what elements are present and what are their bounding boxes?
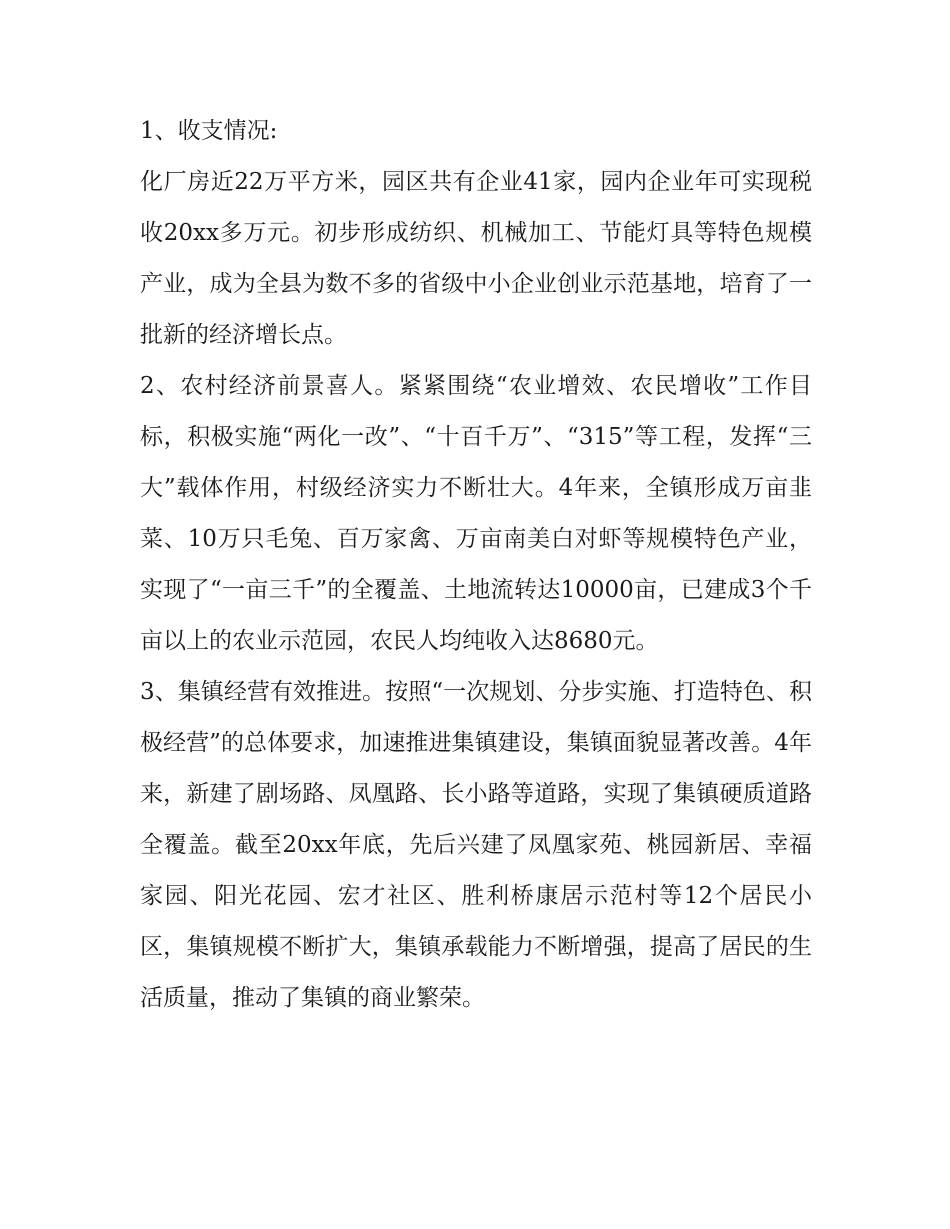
paragraph-rural-economy: 2、农村经济前景喜人。紧紧围绕“农业增效、农民增收”工作目标，积极实施“两化一改”、“十百千万”、“315”等工程，发挥“三大”载体作用，村级经济实力不断壮大。4年来，全镇形成万亩韭菜、10万只毛兔、百万家禽、万亩南美白对虾等规模特色产业，实现了“一亩三千”的全覆盖、土地流转达10000亩，已建成3个千亩以上的农业示范园，农民人均纯收入达8680元。: [140, 373, 812, 654]
document-body: [140, 106, 812, 1024]
section-heading-income-expenditure: 1、收支情况:: [140, 118, 278, 144]
paragraph-town-management: 3、集镇经营有效推进。按照“一次规划、分步实施、打造特色、积极经营”的总体要求，加速推进集镇建设，集镇面貌显著改善。4年来，新建了剧场路、凤凰路、长小路等道路，实现了集镇硬质道路全覆盖。截至20xx年底，先后兴建了凤凰家苑、桃园新居、幸福家园、阳光花园、宏才社区、胜利桥康居示范村等12个居民小区，集镇规模不断扩大，集镇承载能力不断增强，提高了居民的生活质量，推动了集镇的商业繁荣。: [140, 679, 812, 1011]
paragraph-industrial-park: 化厂房近22万平方米，园区共有企业41家，园内企业年可实现税收20xx多万元。初步形成纺织、机械加工、节能灯具等特色规模产业，成为全县为数不多的省级中小企业创业示范基地，培育了一批新的经济增长点。: [140, 169, 812, 348]
